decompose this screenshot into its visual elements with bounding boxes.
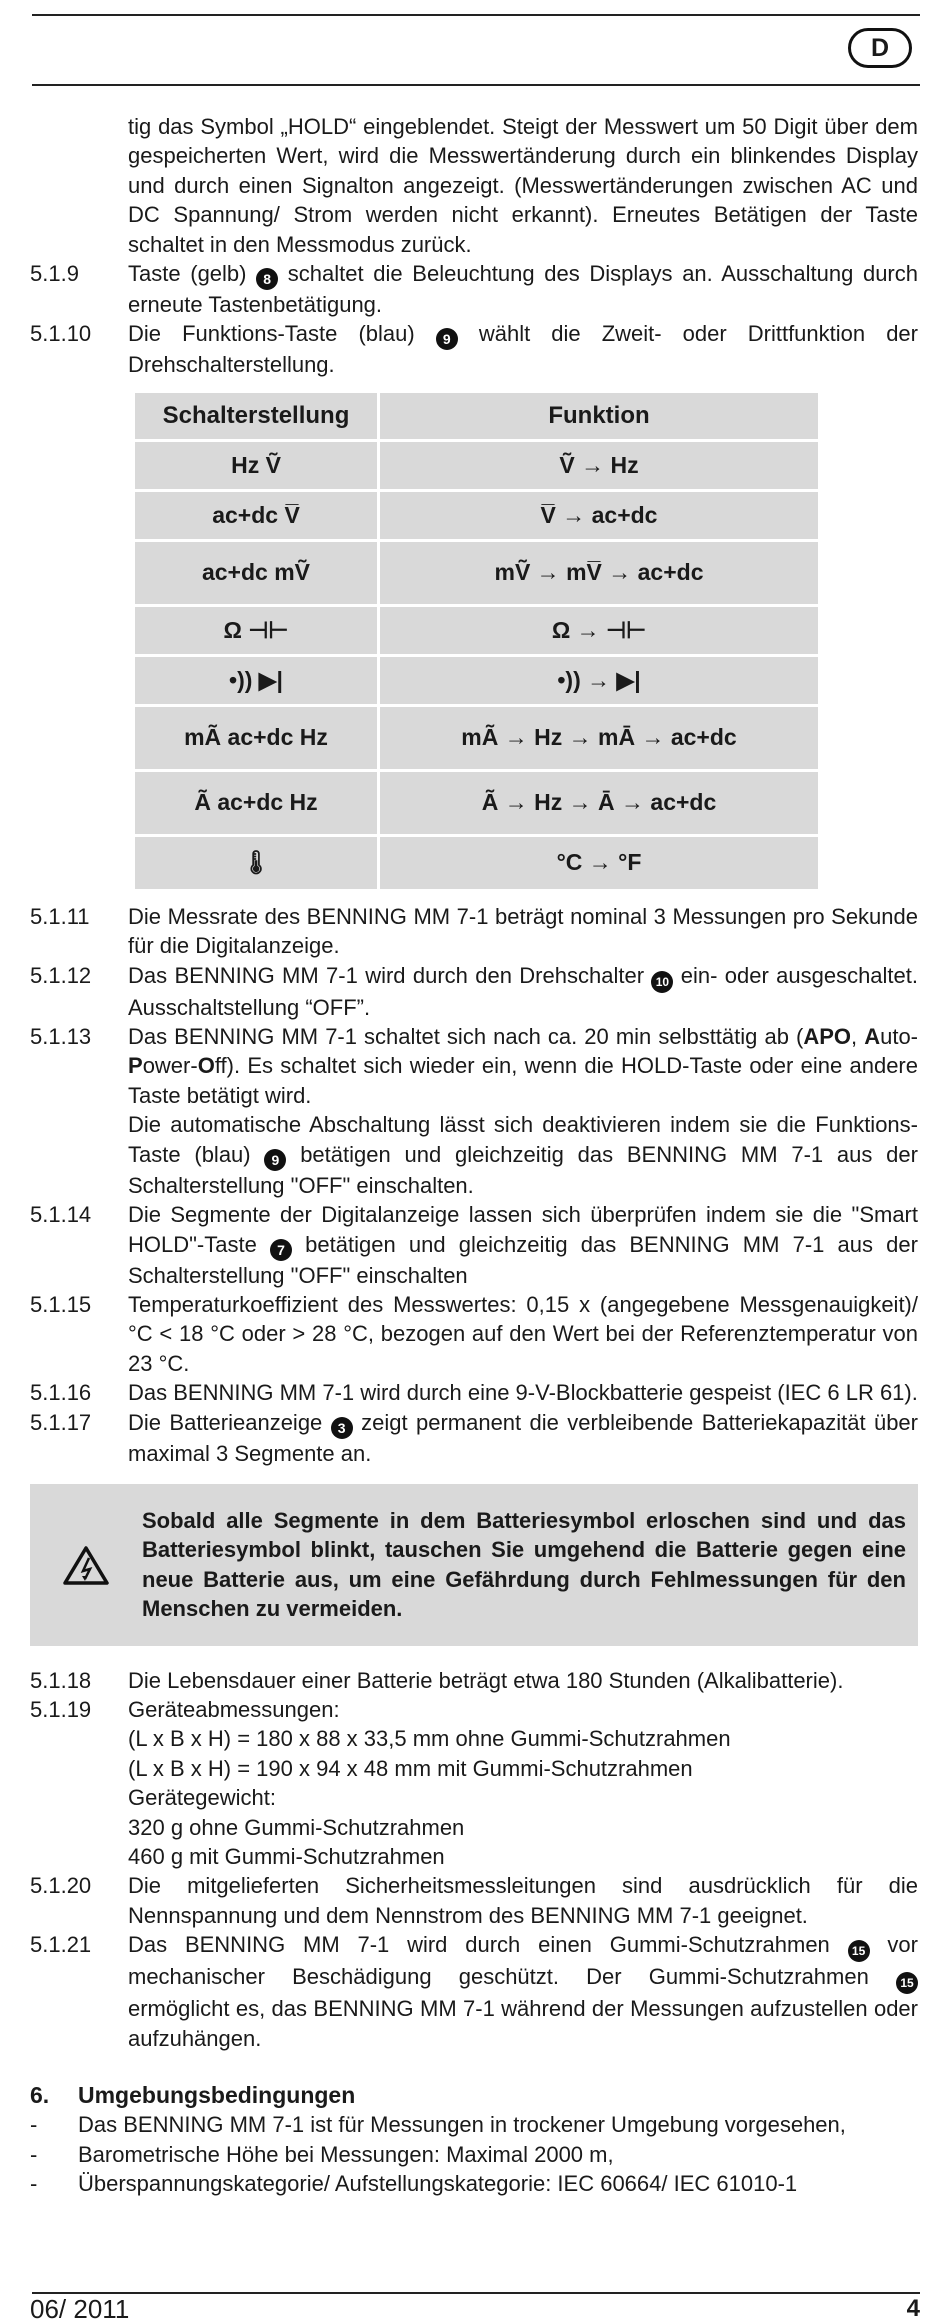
- callout-number: 9: [436, 328, 458, 350]
- footer-rule: [32, 2292, 920, 2294]
- list-item: 5.1.16 Das BENNING MM 7-1 wird durch eine 9-V-Blockbatterie gespeist (IEC 6 LR 61).: [30, 1380, 918, 1406]
- callout-number: 7: [270, 1239, 292, 1261]
- list-item: - Barometrische Höhe bei Messungen: Maximal 2000 m,: [30, 2141, 614, 2167]
- function: Ã → Hz → Ā → ac+dc: [380, 772, 818, 834]
- table-row: [135, 607, 818, 654]
- table-row: [135, 772, 818, 834]
- switch-position: Ω ⊣⊢: [135, 607, 377, 654]
- warning-triangle-icon: [30, 1545, 142, 1585]
- function: V̅ → ac+dc: [380, 492, 818, 539]
- warning-text: Sobald alle Segmente in dem Batteriesymbol erloschen sind und das Batteriesymbol blinkt, tauschen Sie umgehend die Batterie gegen eine neue Batterie aus, um eine Gefährdung durch Fehlmessungen für den Menschen zu vermeiden.: [142, 1507, 906, 1622]
- list-item: - Das BENNING MM 7-1 ist für Messungen in trockener Umgebung vorgesehen,: [30, 2112, 846, 2138]
- switch-position: Hz Ṽ: [135, 442, 377, 489]
- table-row: [135, 657, 818, 704]
- table-row: [135, 707, 818, 769]
- footer-date: 06/ 2011: [30, 2294, 130, 2324]
- function: °C → °F: [380, 837, 818, 889]
- list-item: 5.1.13 Das BENNING MM 7-1 schaltet sich nach ca. 20 min selbsttätig ab (APO, Auto-Power-Off). Es schaltet sich wieder ein, wenn die HOLD-Taste oder eine andere Taste betätigt wird. Die automatische Abschaltung lässt sich deaktivieren indem sie die Funktions-Taste (blau) 9 betätigen und gleichzeitig das BENNING MM 7-1 aus der Schalterstellung "OFF" einschalten.: [30, 1024, 919, 1198]
- callout-number: 9: [264, 1149, 286, 1171]
- callout-number: 15: [848, 1940, 870, 1962]
- list-item: 5.1.9 Taste (gelb) 8 schaltet die Beleuchtung des Displays an. Ausschaltung durch erneute Tastenbetätigung.: [30, 261, 918, 318]
- list-item: 5.1.20 Die mitgelieferten Sicherheitsmessleitungen sind ausdrücklich für die Nennspannung und dem Nennstrom des BENNING MM 7-1 geeignet.: [30, 1873, 918, 1928]
- intro-paragraph: tig das Symbol „HOLD“ eingeblendet. Steigt der Messwert um 50 Digit über dem gespeicherten Wert, wird die Messwertänderung durch ein blinkendes Display und durch einen Signalton angezeigt. (Messwertänderungen zwischen AC und DC Spannung/ Strom werden nicht erkannt). Erneutes Betätigen der Taste schaltet in den Messmodus zurück.: [128, 114, 918, 257]
- callout-number: 3: [331, 1417, 353, 1439]
- list-item: 5.1.12 Das BENNING MM 7-1 wird durch den Drehschalter 10 ein- oder ausgeschaltet. Ausschaltstellung “OFF”.: [30, 962, 918, 1020]
- language-badge: D: [848, 28, 912, 68]
- column-header: Funktion: [380, 393, 818, 439]
- callout-number: 15: [896, 1972, 918, 1994]
- list-item: 5.1.15 Temperaturkoeffizient des Messwertes: 0,15 x (angegebene Messgenauigkeit)/ °C < 18 °C oder > 28 °C, bezogen auf den Wert bei der Referenztemperatur von 23 °C.: [30, 1291, 918, 1376]
- table-row: [135, 492, 818, 539]
- list-item: 5.1.21 Das BENNING MM 7-1 wird durch einen Gummi-Schutzrahmen 15 vor mechanischer Beschädigung geschützt. Der Gummi-Schutzrahmen 15 ermöglicht es, das BENNING MM 7-1 während der Messungen aufzustellen oder aufzuhängen.: [30, 1932, 918, 2051]
- list-item: 5.1.18 Die Lebensdauer einer Batterie beträgt etwa 180 Stunden (Alkalibatterie).: [30, 1667, 844, 1693]
- table-row: [135, 542, 818, 604]
- list-item: 5.1.17 Die Batterieanzeige 3 zeigt permanent die verbleibende Batteriekapazität über maximal 3 Segmente an.: [30, 1409, 918, 1466]
- list-item: - Überspannungskategorie/ Aufstellungskategorie: IEC 60664/ IEC 61010-1: [30, 2171, 798, 2197]
- function-table: [132, 390, 821, 892]
- list-item: 5.1.19 Geräteabmessungen: (L x B x H) = 180 x 88 x 33,5 mm ohne Gummi-Schutzrahmen (L x B x H) = 190 x 94 x 48 mm mit Gummi-Schutzrahmen Gerätegewicht: 320 g ohne Gummi-Schutzrahmen 460 g mit Gummi-Schutzrahmen: [30, 1696, 731, 1869]
- function: mÃ → Hz → mĀ → ac+dc: [380, 707, 818, 769]
- warning-box: [30, 1484, 918, 1646]
- list-item: 5.1.11 Die Messrate des BENNING MM 7-1 beträgt nominal 3 Messungen pro Sekunde für die Digitalanzeige.: [30, 903, 918, 959]
- list-item: 5.1.10 Die Funktions-Taste (blau) 9 wählt die Zweit- oder Drittfunktion der Drehschalterstellung.: [30, 321, 918, 378]
- table-header-row: [135, 393, 818, 439]
- function: Ω → ⊣⊢: [380, 607, 818, 654]
- function: mṼ → mV̅ → ac+dc: [380, 542, 818, 604]
- page-number: 4: [906, 2295, 920, 2322]
- switch-position: Ã ac+dc Hz: [135, 772, 377, 834]
- thermometer-icon: 🌡: [135, 837, 377, 889]
- page-content: [30, 112, 918, 2199]
- column-header: Schalterstellung: [135, 393, 377, 439]
- switch-position: •)) ▶|: [135, 657, 377, 704]
- callout-number: 10: [651, 971, 673, 993]
- table-row: [135, 837, 818, 889]
- callout-number: 8: [256, 268, 278, 290]
- function: •)) → ▶|: [380, 657, 818, 704]
- table-row: [135, 442, 818, 489]
- switch-position: mÃ ac+dc Hz: [135, 707, 377, 769]
- function: Ṽ → Hz: [380, 442, 818, 489]
- switch-position: ac+dc V̅: [135, 492, 377, 539]
- list-item: 5.1.14 Die Segmente der Digitalanzeige lassen sich überprüfen indem sie die "Smart HOLD"-Taste 7 betätigen und gleichzeitig das BENNING MM 7-1 aus der Schalterstellung "OFF" einschalten: [30, 1202, 918, 1288]
- header-rule: [32, 84, 920, 86]
- switch-position: ac+dc mṼ: [135, 542, 377, 604]
- section-heading: 6. Umgebungsbedingungen: [30, 2082, 356, 2109]
- top-rule: [32, 14, 920, 16]
